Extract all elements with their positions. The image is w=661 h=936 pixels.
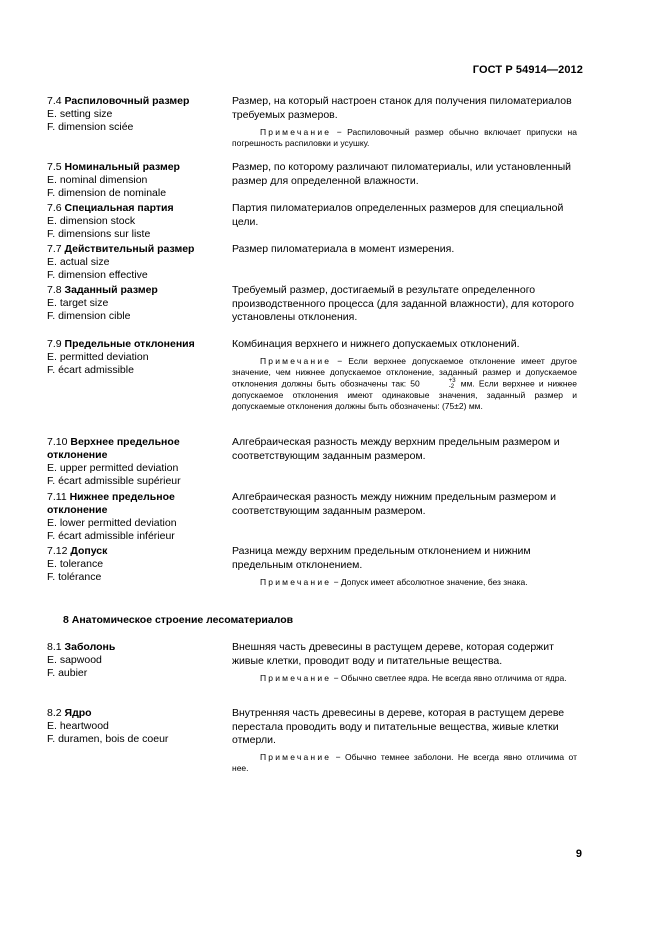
term-number: 7.7 bbox=[47, 243, 62, 255]
term-7-8 bbox=[47, 284, 227, 323]
term-7-7 bbox=[47, 243, 227, 282]
note-text: − Допуск имеет абсолютное значение, без знака. bbox=[333, 577, 528, 587]
term-title: Предельные отклонения bbox=[64, 338, 195, 350]
term-number: 7.12 bbox=[47, 545, 68, 557]
note-text: − Распиловочный размер обычно включает припуски на погрешность распиловки и усушку. bbox=[232, 127, 577, 148]
term-7-9 bbox=[47, 338, 227, 377]
note-label: Примечание bbox=[260, 356, 332, 366]
term-english: E. actual size bbox=[47, 256, 110, 268]
note-label: Примечание bbox=[260, 673, 332, 683]
term-title: Заболонь bbox=[64, 641, 116, 653]
term-english: E. dimension stock bbox=[47, 215, 136, 227]
term-english: E. nominal dimension bbox=[47, 174, 148, 186]
definition-7-5: Размер, по которому различают пиломатериалы, или установленный размер для определенной влажности. bbox=[232, 161, 572, 187]
term-title-cont: отклонение bbox=[47, 504, 108, 516]
note-text-a: − Если верхнее допускаемое отклонение имеет другое значение, чем нижнее допускаемое отклонение, заданный размер и допускаемое отклонения должны быть обозначены так: bbox=[232, 356, 577, 389]
definition-7-8: Требуемый размер, достигаемый в результате определенного производственного процесса (для заданной влажности), для которого установлены отклонения. bbox=[232, 284, 574, 323]
term-french: F. duramen, bois de coeur bbox=[47, 733, 169, 745]
term-title-cont: отклонение bbox=[47, 449, 108, 461]
term-french: F. dimension effective bbox=[47, 269, 148, 281]
definition-7-12: Разница между верхним предельным отклонением и нижним предельным отклонением. bbox=[232, 545, 531, 571]
term-7-12 bbox=[47, 545, 227, 584]
note-label: Примечание bbox=[260, 752, 332, 762]
term-number: 8.1 bbox=[47, 641, 62, 653]
term-french: F. dimension cible bbox=[47, 310, 131, 322]
definition-7-9: Комбинация верхнего и нижнего допускаемых отклонений. bbox=[232, 338, 520, 350]
note-label: Примечание bbox=[260, 577, 332, 587]
term-english: E. sapwood bbox=[47, 654, 102, 666]
term-title: Специальная партия bbox=[64, 202, 174, 214]
definition-7-10: Алгебраическая разность между верхним предельным размером и соответствующим заданным размером. bbox=[232, 436, 560, 462]
page-number: 9 bbox=[575, 848, 582, 860]
definition-8-2: Внутренняя часть древесины в дереве, которая в растущем дереве перестала проводить воду и питательные вещества, живые клетки отмерли. bbox=[232, 707, 565, 746]
definition-7-7: Размер пиломатериала в момент измерения. bbox=[232, 243, 455, 255]
section-heading: 8 Анатомическое строение лесоматериалов bbox=[63, 614, 294, 626]
term-french: F. écart admissible supérieur bbox=[47, 475, 181, 487]
term-number: 7.10 bbox=[47, 436, 68, 448]
note-7-12 bbox=[232, 577, 577, 588]
tolerance-notation bbox=[421, 378, 456, 390]
term-english: E. lower permitted deviation bbox=[47, 517, 177, 529]
note-text-b: мм. Если верхнее и нижнее допускаемое отклонения имеют одинаковые значения, заданный размер и допускаемые отклонения должны быть обозначены: (75±2) мм. bbox=[232, 378, 577, 411]
term-french: F. dimensions sur liste bbox=[47, 228, 151, 240]
term-number: 8.2 bbox=[47, 707, 62, 719]
note-text: − Обычно темнее заболони. Не всегда явно отличима от нее. bbox=[232, 752, 577, 773]
tolerance-upper: +3 bbox=[448, 378, 456, 384]
document-header: ГОСТ Р 54914—2012 bbox=[472, 64, 583, 76]
tolerance-lower: -2 bbox=[448, 384, 455, 390]
note-text: − Обычно светлее ядра. Не всегда явно отличима от ядра. bbox=[333, 673, 567, 683]
term-number: 7.4 bbox=[47, 95, 62, 107]
term-title: Заданный размер bbox=[64, 284, 158, 296]
note-7-4 bbox=[232, 127, 577, 149]
term-title: Ядро bbox=[64, 707, 92, 719]
tolerance-base: 50 bbox=[410, 378, 420, 389]
term-number: 7.9 bbox=[47, 338, 62, 350]
term-french: F. aubier bbox=[47, 667, 88, 679]
note-label: Примечание bbox=[260, 127, 332, 137]
note-7-9 bbox=[232, 356, 577, 412]
term-7-10 bbox=[47, 436, 227, 488]
term-title: Действительный размер bbox=[64, 243, 195, 255]
term-french: F. tolérance bbox=[47, 571, 102, 583]
definition-7-4: Размер, на который настроен станок для получения пиломатериалов требуемых размеров. bbox=[232, 95, 572, 121]
term-7-4 bbox=[47, 95, 227, 134]
term-title: Верхнее предельное bbox=[70, 436, 180, 448]
term-english: E. tolerance bbox=[47, 558, 104, 570]
term-title: Нижнее предельное bbox=[69, 491, 175, 503]
term-number: 7.11 bbox=[47, 491, 67, 503]
term-english: E. upper permitted deviation bbox=[47, 462, 179, 474]
term-title: Распиловочный размер bbox=[64, 95, 190, 107]
term-english: E. setting size bbox=[47, 108, 113, 120]
term-title: Номинальный размер bbox=[64, 161, 180, 173]
term-number: 7.8 bbox=[47, 284, 62, 296]
term-french: F. dimension sciée bbox=[47, 121, 134, 133]
term-title: Допуск bbox=[70, 545, 108, 557]
term-7-5 bbox=[47, 161, 227, 200]
term-english: E. target size bbox=[47, 297, 109, 309]
term-french: F. écart admissible inférieur bbox=[47, 530, 175, 542]
term-english: E. permitted deviation bbox=[47, 351, 149, 363]
definition-7-6: Партия пиломатериалов определенных размеров для специальной цели. bbox=[232, 202, 564, 228]
term-number: 7.6 bbox=[47, 202, 62, 214]
term-number: 7.5 bbox=[47, 161, 62, 173]
note-8-1 bbox=[232, 673, 577, 684]
term-english: E. heartwood bbox=[47, 720, 109, 732]
term-7-6 bbox=[47, 202, 227, 241]
term-8-1 bbox=[47, 641, 227, 680]
term-french: F. écart admissible bbox=[47, 364, 134, 376]
term-8-2 bbox=[47, 707, 227, 746]
definition-7-11: Алгебраическая разность между нижним предельным размером и соответствующим заданным размером. bbox=[232, 491, 556, 517]
term-french: F. dimension de nominale bbox=[47, 187, 167, 199]
term-7-11 bbox=[47, 491, 227, 543]
definition-8-1: Внешняя часть древесины в растущем дереве, которая содержит живые клетки, проводит воду и питательные вещества. bbox=[232, 641, 554, 667]
note-8-2 bbox=[232, 752, 577, 774]
